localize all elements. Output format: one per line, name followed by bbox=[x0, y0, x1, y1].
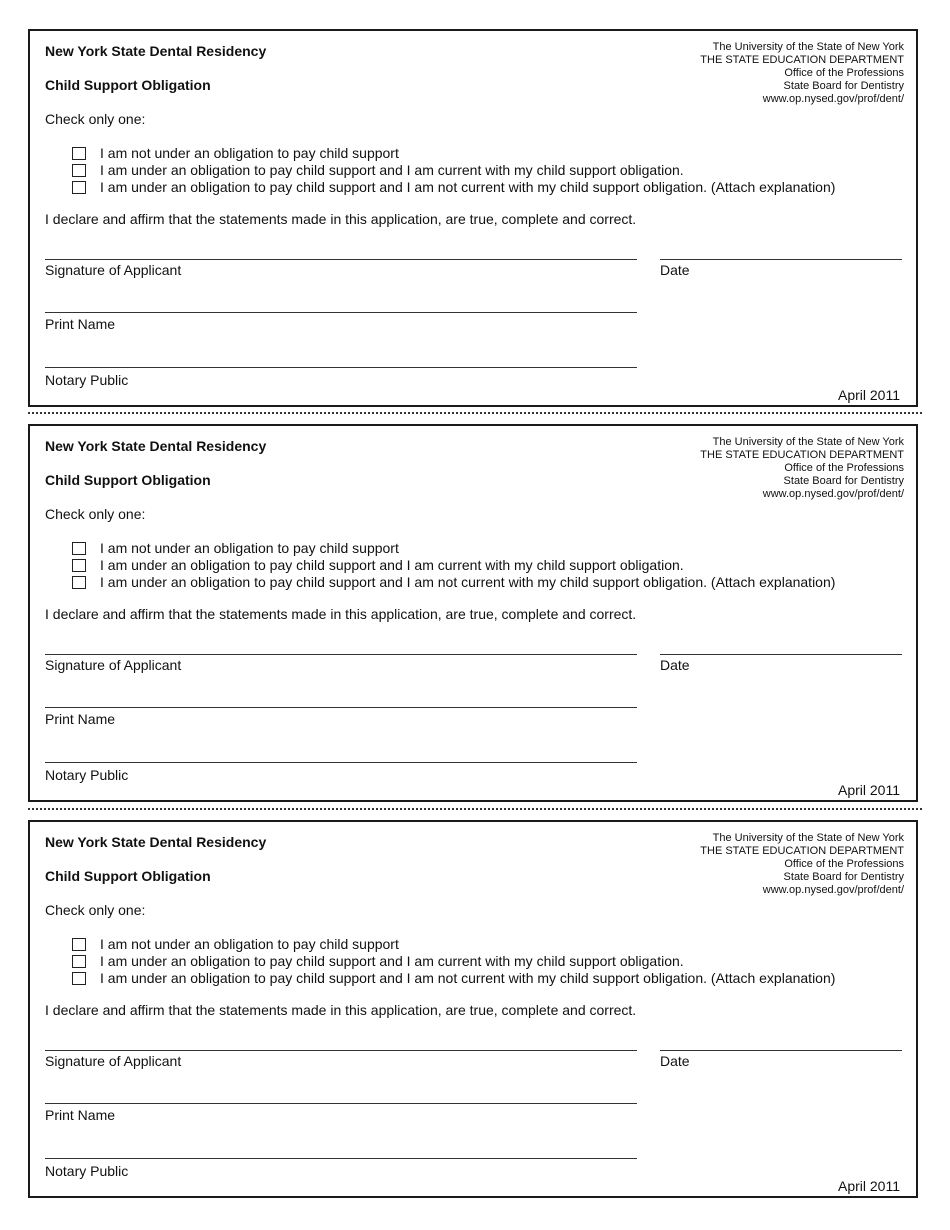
form-subtitle: Child Support Obligation bbox=[45, 868, 211, 884]
signature-line[interactable] bbox=[45, 259, 637, 260]
agency-line: State Board for Dentistry bbox=[783, 871, 904, 883]
agency-line: State Board for Dentistry bbox=[783, 80, 904, 92]
agency-block bbox=[700, 436, 904, 501]
option-no-obligation[interactable] bbox=[72, 145, 399, 162]
declaration-text: I declare and affirm that the statements made in this application, are true, complete and correct. bbox=[45, 606, 637, 622]
option-label: I am not under an obligation to pay child support bbox=[100, 145, 399, 161]
form-title: New York State Dental Residency bbox=[45, 43, 267, 59]
form-subtitle: Child Support Obligation bbox=[45, 472, 211, 488]
notary-line[interactable] bbox=[45, 762, 637, 763]
checkbox[interactable] bbox=[72, 955, 86, 968]
declaration-text: I declare and affirm that the statements made in this application, are true, complete and correct. bbox=[45, 1002, 637, 1018]
print-name-line[interactable] bbox=[45, 1103, 637, 1104]
checkbox[interactable] bbox=[72, 559, 86, 572]
print-name-label: Print Name bbox=[45, 711, 116, 727]
option-label: I am under an obligation to pay child support and I am not current with my child support obligation. (Attach explanation) bbox=[100, 179, 836, 195]
agency-line: Office of the Professions bbox=[784, 462, 904, 474]
agency-url: www.op.nysed.gov/prof/dent/ bbox=[762, 93, 904, 105]
agency-line: State Board for Dentistry bbox=[783, 475, 904, 487]
option-no-obligation[interactable] bbox=[72, 540, 399, 557]
option-label: I am not under an obligation to pay child support bbox=[100, 540, 399, 556]
print-name-label: Print Name bbox=[45, 316, 116, 332]
notary-label: Notary Public bbox=[45, 372, 129, 388]
check-instruction: Check only one: bbox=[45, 902, 146, 918]
cut-line bbox=[28, 412, 922, 414]
signature-label: Signature of Applicant bbox=[45, 657, 182, 673]
agency-line: THE STATE EDUCATION DEPARTMENT bbox=[700, 845, 904, 857]
date-label: Date bbox=[660, 657, 690, 673]
form-copy-3 bbox=[28, 820, 918, 1198]
option-obligation-not-current[interactable] bbox=[72, 970, 835, 987]
form-copy-2 bbox=[28, 424, 918, 802]
notary-label: Notary Public bbox=[45, 767, 129, 783]
option-label: I am under an obligation to pay child support and I am current with my child support obligation. bbox=[100, 953, 684, 969]
option-label: I am not under an obligation to pay child support bbox=[100, 936, 399, 952]
check-instruction: Check only one: bbox=[45, 506, 146, 522]
print-name-line[interactable] bbox=[45, 312, 637, 313]
option-obligation-not-current[interactable] bbox=[72, 574, 835, 591]
cut-line bbox=[28, 808, 922, 810]
date-line[interactable] bbox=[660, 259, 902, 260]
checkbox[interactable] bbox=[72, 164, 86, 177]
check-instruction: Check only one: bbox=[45, 111, 146, 127]
declaration-text: I declare and affirm that the statements made in this application, are true, complete and correct. bbox=[45, 211, 637, 227]
form-title: New York State Dental Residency bbox=[45, 438, 267, 454]
agency-line: The University of the State of New York bbox=[712, 436, 904, 448]
checkbox[interactable] bbox=[72, 938, 86, 951]
agency-line: Office of the Professions bbox=[784, 858, 904, 870]
date-label: Date bbox=[660, 1053, 690, 1069]
option-label: I am under an obligation to pay child support and I am current with my child support obligation. bbox=[100, 557, 684, 573]
form-copy-1 bbox=[28, 29, 918, 407]
checkbox[interactable] bbox=[72, 542, 86, 555]
date-line[interactable] bbox=[660, 654, 902, 655]
form-date: April 2011 bbox=[837, 782, 900, 798]
checkbox[interactable] bbox=[72, 147, 86, 160]
form-subtitle: Child Support Obligation bbox=[45, 77, 211, 93]
agency-block bbox=[700, 832, 904, 897]
agency-block bbox=[700, 41, 904, 106]
agency-line: THE STATE EDUCATION DEPARTMENT bbox=[700, 54, 904, 66]
agency-line: The University of the State of New York bbox=[712, 41, 904, 53]
option-obligation-not-current[interactable] bbox=[72, 179, 835, 196]
notary-label: Notary Public bbox=[45, 1163, 129, 1179]
option-obligation-current[interactable] bbox=[72, 162, 684, 179]
checkbox[interactable] bbox=[72, 972, 86, 985]
form-date: April 2011 bbox=[837, 1178, 900, 1194]
option-no-obligation[interactable] bbox=[72, 936, 399, 953]
date-line[interactable] bbox=[660, 1050, 902, 1051]
notary-line[interactable] bbox=[45, 1158, 637, 1159]
option-obligation-current[interactable] bbox=[72, 557, 684, 574]
date-label: Date bbox=[660, 262, 690, 278]
notary-line[interactable] bbox=[45, 367, 637, 368]
form-date: April 2011 bbox=[837, 387, 900, 403]
signature-label: Signature of Applicant bbox=[45, 1053, 182, 1069]
option-obligation-current[interactable] bbox=[72, 953, 684, 970]
checkbox[interactable] bbox=[72, 576, 86, 589]
print-name-label: Print Name bbox=[45, 1107, 116, 1123]
signature-label: Signature of Applicant bbox=[45, 262, 182, 278]
checkbox[interactable] bbox=[72, 181, 86, 194]
agency-url: www.op.nysed.gov/prof/dent/ bbox=[762, 884, 904, 896]
agency-line: Office of the Professions bbox=[784, 67, 904, 79]
signature-line[interactable] bbox=[45, 1050, 637, 1051]
agency-url: www.op.nysed.gov/prof/dent/ bbox=[762, 488, 904, 500]
form-title: New York State Dental Residency bbox=[45, 834, 267, 850]
agency-line: THE STATE EDUCATION DEPARTMENT bbox=[700, 449, 904, 461]
print-name-line[interactable] bbox=[45, 707, 637, 708]
option-label: I am under an obligation to pay child support and I am current with my child support obligation. bbox=[100, 162, 684, 178]
option-label: I am under an obligation to pay child support and I am not current with my child support obligation. (Attach explanation) bbox=[100, 574, 836, 590]
option-label: I am under an obligation to pay child support and I am not current with my child support obligation. (Attach explanation) bbox=[100, 970, 836, 986]
signature-line[interactable] bbox=[45, 654, 637, 655]
agency-line: The University of the State of New York bbox=[712, 832, 904, 844]
